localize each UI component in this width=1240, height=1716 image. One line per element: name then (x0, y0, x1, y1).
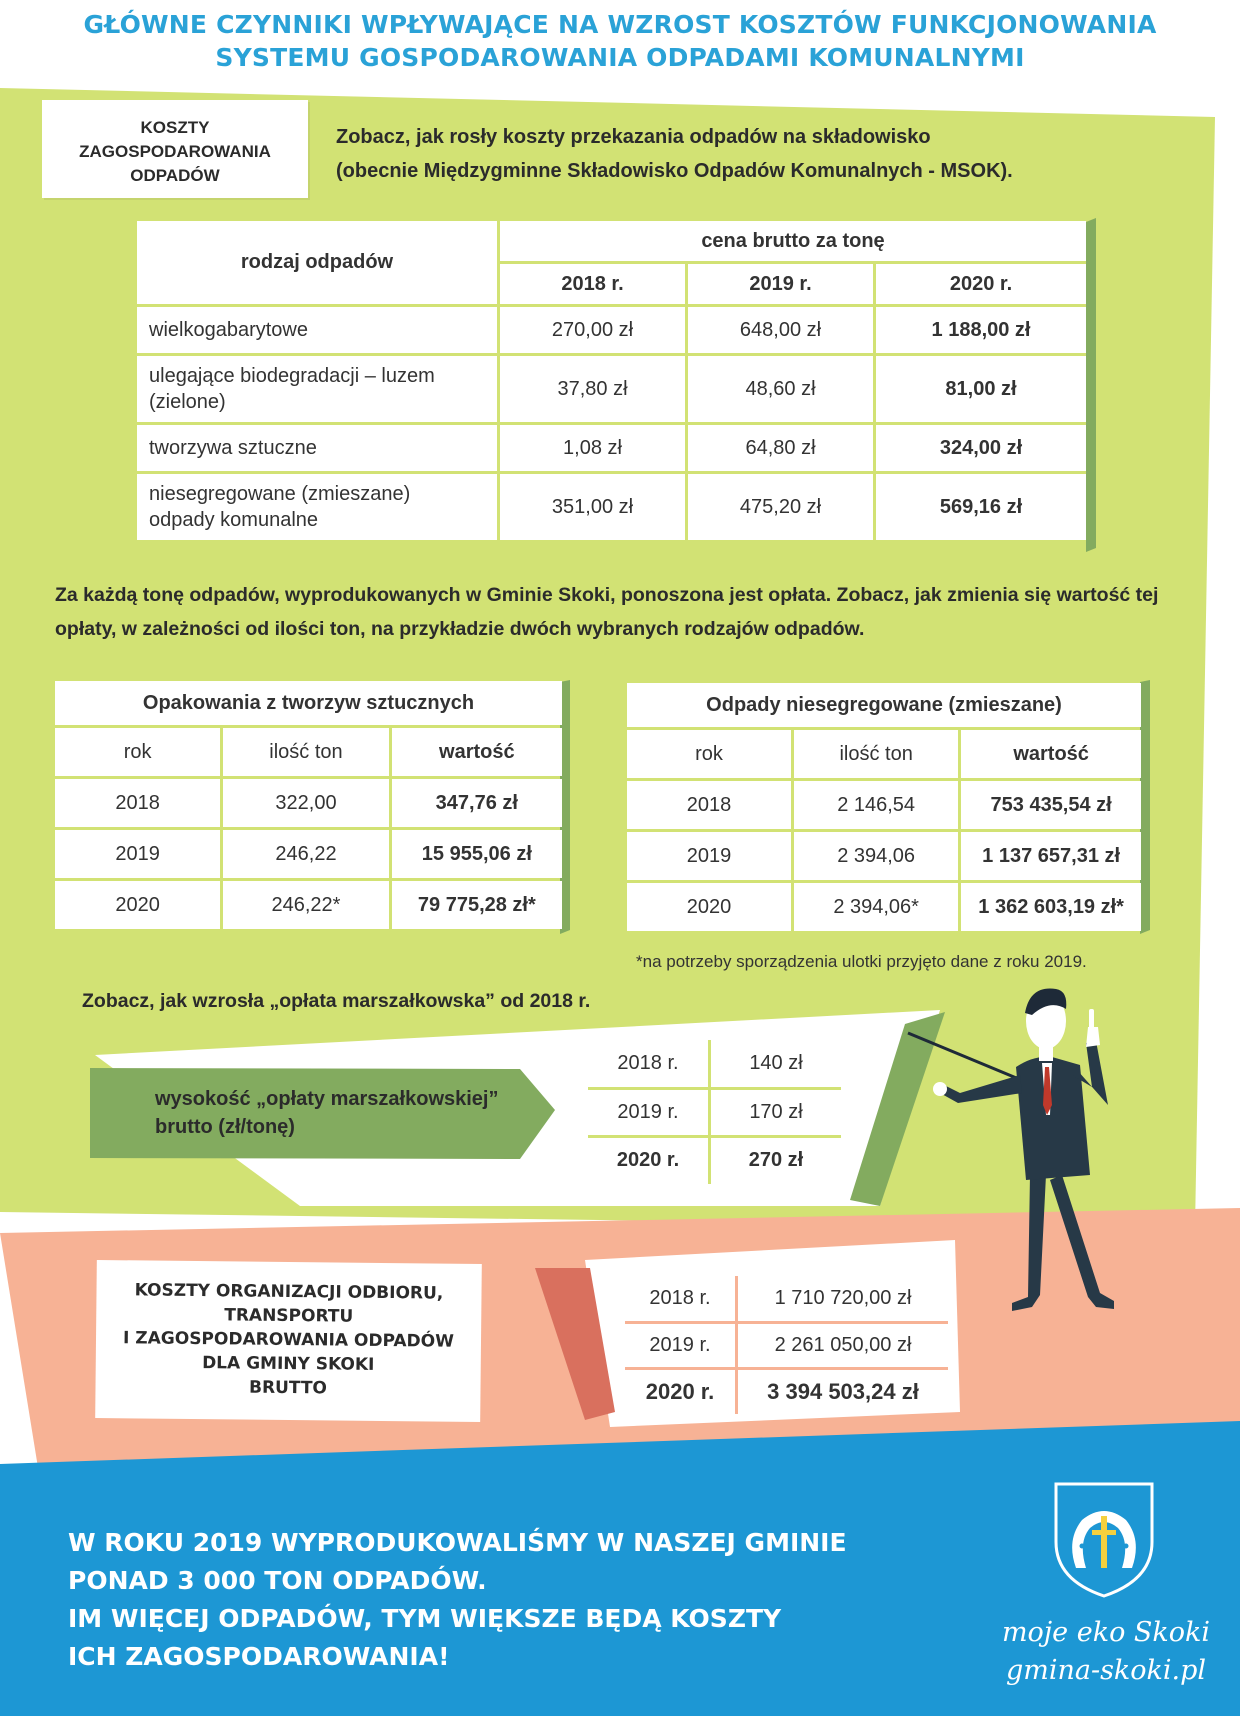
section1-intro (336, 120, 1013, 188)
value-cell: 15 955,06 zł (392, 830, 562, 878)
marshal-fee-label-line1: wysokość „opłaty marszałkowskiej” (155, 1088, 499, 1110)
sword-icon (1101, 1516, 1107, 1568)
waste-type-cell (137, 425, 497, 471)
price-cell: 1 188,00 zł (876, 307, 1086, 353)
website-link[interactable]: gmina-skoki.pl (1005, 1655, 1207, 1686)
collection-costs-label-line: BRUTTO (248, 1377, 328, 1399)
waste-type-cell (137, 474, 497, 540)
price-cell: 64,80 zł (688, 425, 873, 471)
value-cell: 2 261 050,00 zł (737, 1322, 949, 1368)
waste-type-cell (137, 356, 497, 422)
year-cell: 2018 r. (588, 1040, 710, 1088)
year-cell: 2020 r. (588, 1136, 710, 1184)
year-cell: 2019 (55, 830, 220, 878)
value-cell: 270 zł (748, 1149, 804, 1172)
section1-intro-line2: (obecnie Międzygminne Składowisko Odpadów Komunalnych - MSOK). (336, 160, 1013, 182)
table-row (55, 830, 562, 878)
costs-label-line: ODPADÓW (130, 166, 220, 185)
marshal-fee-label (155, 1085, 499, 1141)
price-cell: 324,00 zł (876, 425, 1086, 471)
footer-message-line: W ROKU 2019 WYPRODUKOWALIŚMY W NASZEJ GMINIE (68, 1528, 847, 1557)
column-header-price: cena brutto za tonę (500, 221, 1086, 261)
column-header-type: rodzaj odpadów (137, 221, 497, 304)
price-cell: 48,60 zł (688, 356, 873, 422)
footer-message (68, 1524, 847, 1676)
price-cell: 37,80 zł (500, 356, 685, 422)
plastic-table-title: Opakowania z tworzyw sztucznych (55, 681, 562, 725)
price-cell: 648,00 zł (688, 307, 873, 353)
brand-block (990, 1614, 1222, 1690)
table-row (627, 781, 1141, 829)
waste-type-line: tworzywa sztuczne (149, 436, 317, 459)
collection-costs-label-line: I ZAGOSPODAROWANIA ODPADÓW (123, 1328, 455, 1352)
collection-costs-label-line: KOSZTY ORGANIZACJI ODBIORU, (134, 1280, 444, 1304)
price-cell: 569,16 zł (876, 474, 1086, 540)
tons-cell: 2 146,54 (794, 781, 958, 829)
section1-intro-line1: Zobacz, jak rosły koszty przekazania odpadów na składowisko (336, 126, 931, 148)
table-row (627, 832, 1141, 880)
price-cell: 270,00 zł (500, 307, 685, 353)
section2-intro-line2: opłaty, w zależności od ilości ton, na przykładzie dwóch wybranych rodzajów odpadów. (55, 618, 865, 640)
value-cell: 170 zł (710, 1088, 842, 1136)
price-cell: 1,08 zł (500, 425, 685, 471)
table-row (625, 1276, 948, 1322)
year-cell: 2019 r. (588, 1088, 710, 1136)
price-cell: 81,00 zł (876, 356, 1086, 422)
year-cell: 2020 r. (625, 1368, 737, 1414)
table-row (588, 1040, 841, 1088)
table-row (627, 883, 1141, 931)
collection-costs-table (625, 1276, 948, 1414)
mixed-waste-table (624, 680, 1144, 934)
table-row (588, 1088, 841, 1136)
collection-costs-label-line: DLA GMINY SKOKI (202, 1353, 375, 1375)
footer-message-line: PONAD 3 000 TON ODPADÓW. (68, 1566, 487, 1595)
table-row (137, 356, 1086, 422)
column-header: wartość (392, 728, 562, 776)
value-cell: 1 137 657,31 zł (961, 832, 1141, 880)
table-row (137, 425, 1086, 471)
column-header: rok (627, 730, 791, 778)
price-cell: 475,20 zł (688, 474, 873, 540)
tons-cell: 2 394,06 (794, 832, 958, 880)
waste-type-line: ulegające biodegradacji – luzem (149, 365, 435, 387)
year-cell: 2019 r. (625, 1322, 737, 1368)
collection-costs-label-line: TRANSPORTU (224, 1305, 354, 1327)
value-cell: 140 zł (710, 1040, 842, 1088)
section3-intro: Zobacz, jak wzrosła „opłata marszałkowska” od 2018 r. (82, 990, 591, 1012)
table-row (55, 881, 562, 929)
costs-label-line: KOSZTY (140, 118, 210, 137)
column-header: wartość (961, 730, 1141, 778)
footer-message-line: ICH ZAGOSPODAROWANIA! (68, 1642, 450, 1671)
footer-message-line: IM WIĘCEJ ODPADÓW, TYM WIĘKSZE BĘDĄ KOSZTY (68, 1604, 782, 1633)
year-header: 2020 r. (876, 264, 1086, 304)
year-cell: 2018 (627, 781, 791, 829)
tons-cell: 246,22 (223, 830, 388, 878)
value-cell: 3 394 503,24 zł (767, 1378, 919, 1404)
landfill-price-table (134, 218, 1089, 543)
waste-type-line: (zielone) (149, 391, 226, 413)
year-header: 2018 r. (500, 264, 685, 304)
table-row (137, 474, 1086, 540)
page-title (0, 8, 1240, 74)
value-cell: 79 775,28 zł* (392, 881, 562, 929)
page-title-line1: GŁÓWNE CZYNNIKI WPŁYWAJĄCE NA WZROST KOSZTÓW FUNKCJONOWANIA (83, 10, 1157, 39)
year-cell: 2020 (627, 883, 791, 931)
waste-type-line: odpady komunalne (149, 509, 319, 531)
waste-type-cell (137, 307, 497, 353)
tons-cell: 322,00 (223, 779, 388, 827)
marshal-fee-label-line2: brutto (zł/tonę) (155, 1116, 295, 1138)
costs-label-box (42, 100, 308, 198)
table-row (625, 1368, 948, 1414)
year-cell: 2020 (55, 881, 220, 929)
mixed-table-title: Odpady niesegregowane (zmieszane) (627, 683, 1141, 727)
footnote: *na potrzeby sporządzenia ulotki przyjęto dane z roku 2019. (636, 952, 1087, 971)
plastic-waste-table (52, 678, 565, 932)
value-cell: 1 362 603,19 zł* (961, 883, 1141, 931)
value-cell: 347,76 zł (392, 779, 562, 827)
table-row (625, 1322, 948, 1368)
section2-intro-line1: Za każdą tonę odpadów, wyprodukowanych w Gminie Skoki, ponoszona jest opłata. Zobacz, jak zmienia się wartość tej (55, 584, 1159, 606)
marshal-fee-table (588, 1040, 841, 1184)
costs-label-line: ZAGOSPODAROWANIA (79, 142, 271, 161)
value-cell: 753 435,54 zł (961, 781, 1141, 829)
year-cell: 2018 r. (625, 1276, 737, 1322)
year-header: 2019 r. (688, 264, 873, 304)
year-cell: 2018 (55, 779, 220, 827)
collection-costs-label (95, 1260, 482, 1422)
table-row (588, 1136, 841, 1184)
column-header: ilość ton (223, 728, 388, 776)
page-title-line2: SYSTEMU GOSPODAROWANIA ODPADAMI KOMUNALNYMI (215, 43, 1025, 72)
section2-intro (55, 578, 1158, 646)
tons-cell: 2 394,06* (794, 883, 958, 931)
price-cell: 351,00 zł (500, 474, 685, 540)
column-header: rok (55, 728, 220, 776)
coat-of-arms-logo (1052, 1480, 1156, 1600)
table-row (137, 307, 1086, 353)
waste-type-line: wielkogabarytowe (149, 318, 308, 341)
year-cell: 2019 (627, 832, 791, 880)
table-row (55, 779, 562, 827)
tons-cell: 246,22* (223, 881, 388, 929)
waste-type-line: niesegregowane (zmieszane) (149, 483, 411, 505)
value-cell: 1 710 720,00 zł (737, 1276, 949, 1322)
column-header: ilość ton (794, 730, 958, 778)
brand-name: moje eko Skoki (1001, 1617, 1211, 1648)
